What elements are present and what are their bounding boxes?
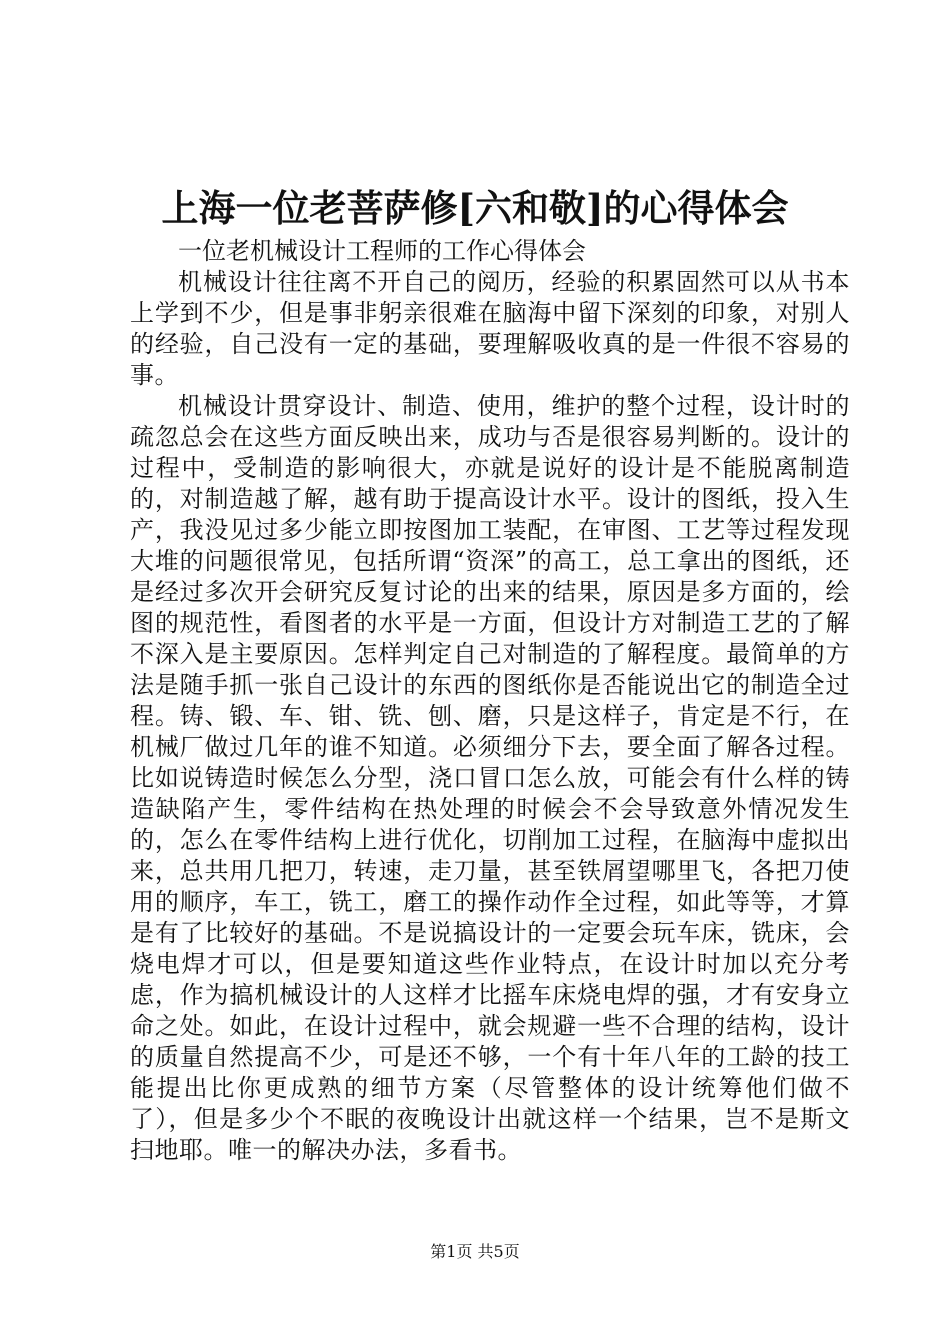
- document-body: [130, 236, 850, 1166]
- paragraph-1: 机械设计往往离不开自己的阅历，经验的积累固然可以从书本上学到不少，但是事非躬亲很难在脑海中留下深刻的印象，对别人的经验，自己没有一定的基础，要理解吸收真的是一件很不容易的事。: [130, 268, 850, 389]
- document-subtitle: 一位老机械设计工程师的工作心得体会: [178, 237, 586, 265]
- page-number: 第1页 共5页: [430, 1242, 520, 1261]
- paragraph-2: 机械设计贯穿设计、制造、使用，维护的整个过程，设计时的疏忽总会在这些方面反映出来，成功与否是很容易判断的。设计的过程中，受制造的影响很大，亦就是说好的设计是不能脱离制造的，对制造越了解，越有助于提高设计水平。设计的图纸，投入生产，我没见过多少能立即按图加工装配，在审图、工艺等过程发现大堆的问题很常见，包括所谓“资深”的高工，总工拿出的图纸，还是经过多次开会研究反复讨论的出来的结果，原因是多方面的，绘图的规范性，看图者的水平是一方面，但设计方对制造工艺的了解不深入是主要原因。怎样判定自己对制造的了解程度。最简单的方法是随手抓一张自己设计的东西的图纸你是否能说出它的制造全过程。铸、锻、车、钳、铣、刨、磨，只是这样子，肯定是不行，在机械厂做过几年的谁不知道。必须细分下去，要全面了解各过程。比如说铸造时候怎么分型，浇口冒口怎么放，可能会有什么样的铸造缺陷产生，零件结构在热处理的时候会不会导致意外情况发生的，怎么在零件结构上进行优化，切削加工过程，在脑海中虚拟出来，总共用几把刀，转速，走刀量，甚至铁屑望哪里飞，各把刀使用的顺序，车工，铣工，磨工的操作动作全过程，如此等等，才算是有了比较好的基础。不是说搞设计的一定要会玩车床，铣床，会烧电焊才可以，但是要知道这些作业特点，在设计时加以充分考虑，作为搞机械设计的人这样才比摇车床烧电焊的强，才有安身立命之处。如此，在设计过程中，就会规避一些不合理的结构，设计的质量自然提高不少，可是还不够，一个有十年八年的工龄的技工能提出比你更成熟的细节方案（尽管整体的设计统筹他们做不了），但是多少个不眠的夜晚设计出就这样一个结果，岂不是斯文扫地耶。唯一的解决办法，多看书。: [130, 392, 850, 1164]
- page-footer: [0, 1240, 950, 1264]
- document-title: 上海一位老菩萨修[六和敬]的心得体会: [161, 186, 789, 230]
